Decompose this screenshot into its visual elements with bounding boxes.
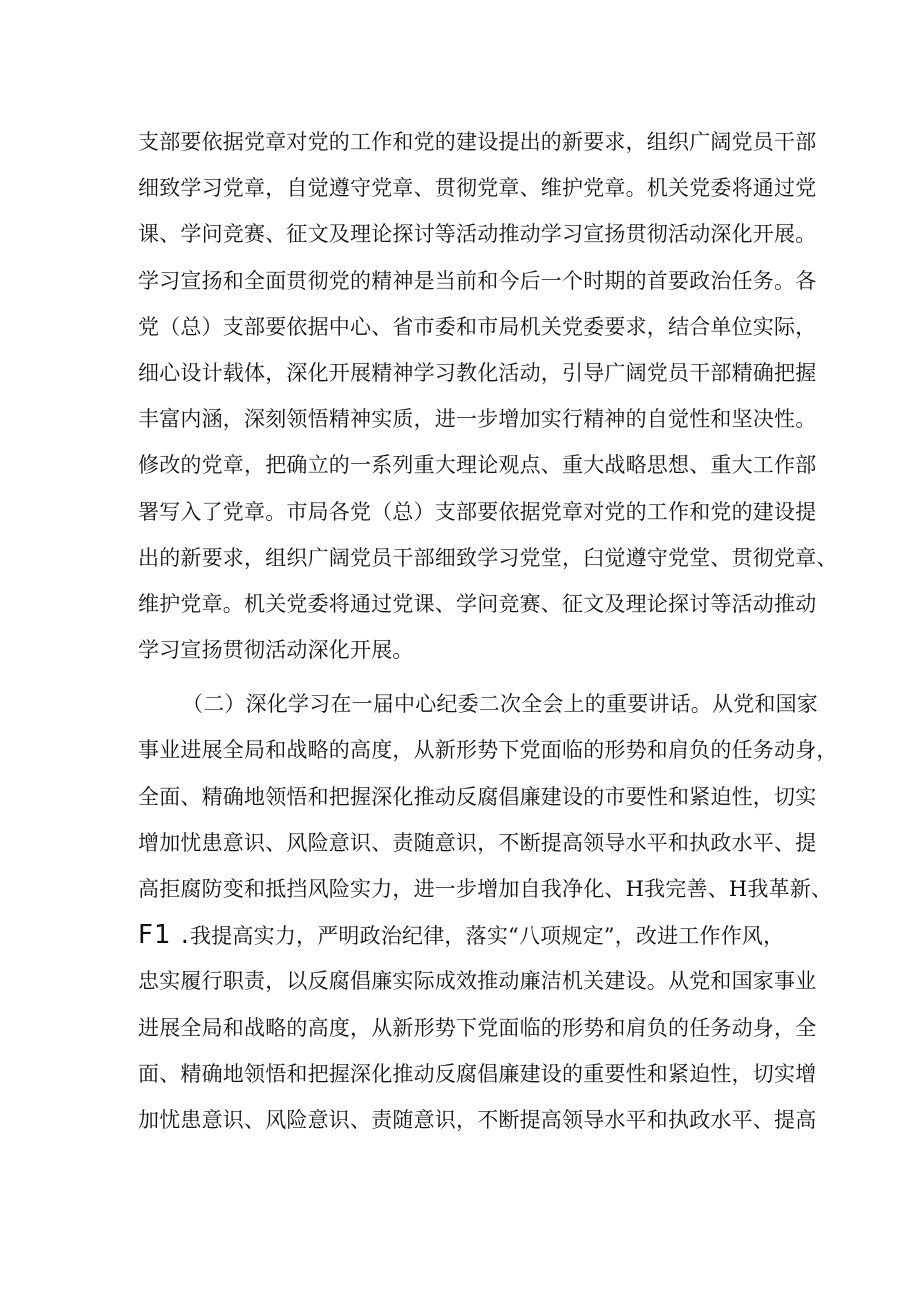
text-line: 学习宣扬贯彻活动深化开展。 (138, 638, 414, 663)
text-line: 忠实履行职责，以反腐倡廉实际成效推动廉洁机关建设。从党和国家事业 (138, 969, 817, 994)
text-line: 细心设计载体，深化开展精神学习教化活动，引导广阔党员干部精确把握 (138, 360, 817, 385)
text-line: 署写入了党章。市局各党（总）支部要依据党章对党的工作和党的建设提 (138, 499, 817, 524)
text-line: 课、学问竞赛、征文及理论探讨等活动推动学习宣扬贯彻活动深化开展。 (138, 222, 817, 247)
text-line: 细致学习党章，自觉遵守党章、贯彻党章、维护党章。机关党委将通过党 (138, 176, 817, 201)
text-line: 学习宣扬和全面贯彻党的精神是当前和今后一个时期的首要政治任务。各 (138, 268, 817, 293)
text-line-rest: 我提高实力，严明政治纪律，落实“八项规定”，改进工作作风， (190, 924, 785, 949)
text-line: 支部要依据党章对党的工作和党的建设提出的新要求，组织广阔党员干部 (138, 130, 817, 154)
text-line: 丰富内涵，深刻领悟精神实质，进一步增加实行精神的自觉性和坚决性。 (138, 407, 817, 432)
text-line: 修改的党章，把确立的一系列重大理论观点、重大战略思想、重大工作部 (138, 453, 817, 478)
text-line: 全面、精确地领悟和把握深化推动反腐倡廉建设的市要性和紧迫性，切实 (138, 784, 817, 809)
text-line (138, 912, 798, 958)
text-line: 出的新要求，组织广阔党员干部细致学习党堂，臼觉遵守党堂、贯彻党章、 (138, 545, 838, 570)
text-line: 维护党章。机关党委将通过党课、学问竞赛、征文及理论探讨等活动推动 (138, 591, 817, 616)
text-line: 面、精确地领悟和把握深化推动反腐倡廉建设的重要性和紧迫性，切实增 (138, 1061, 817, 1086)
section-heading-line: （二）深化学习在一届中心纪委二次全会上的重要讲话。从党和国家 (182, 692, 818, 717)
text-line: 增加忧患意识、风险意识、责随意识，不断提高领导水平和执政水平、提 (138, 830, 817, 855)
document-body (138, 119, 838, 1143)
text-line: 事业进展全局和战略的高度，从新形势下党面临的形势和肩负的任务动身， (138, 738, 838, 763)
text-line: 党（总）支部要依据中心、省市委和市局机关党委要求，结合单位实际， (138, 314, 817, 339)
text-line: 高拒腐防变和抵挡风险实力，进一步增加自我净化、H我完善、H我革新、 (138, 877, 833, 901)
text-line: 加忧患意识、风险意识、责随意识，不断提高领导水平和执政水平、提高 (138, 1107, 817, 1132)
text-line: 进展全局和战略的高度，从新形势下党面临的形势和肩负的任务动身，全 (138, 1015, 817, 1040)
garbled-prefix: F1 . (138, 920, 191, 951)
